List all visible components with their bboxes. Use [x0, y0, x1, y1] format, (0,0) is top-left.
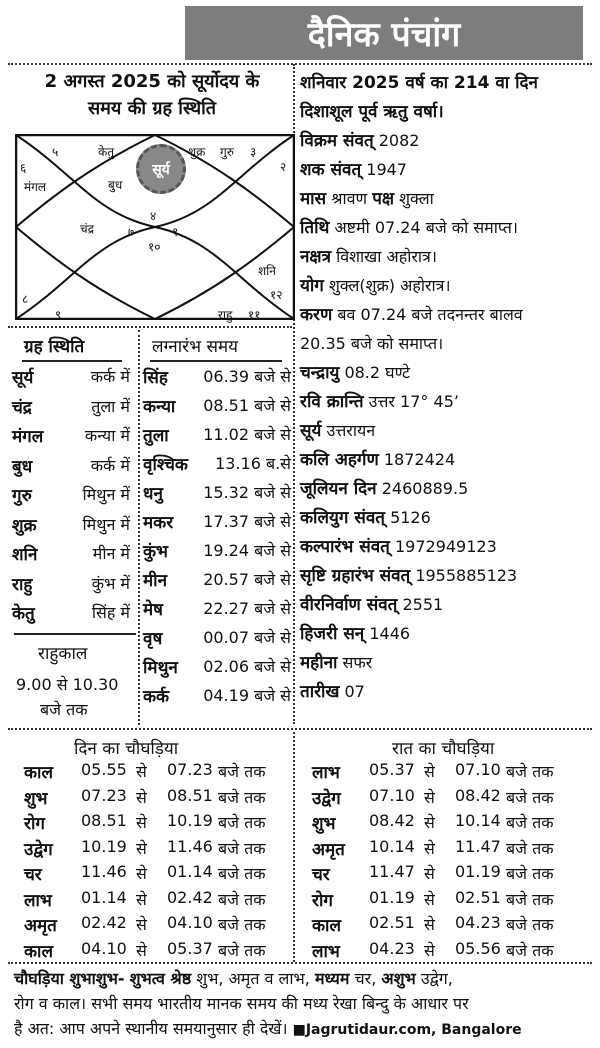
- footer-note: चौघड़िया शुभाशुभ- शुभत्व श्रेष्ठ शुभ, अमृत व लाभ, मध्यम चर, अशुभ उद्वेग, रोग व काल। सभी समय भारतीय मानक समय की मध्य रेखा बिन्दु के आधार पर है अत: आप अपने स्थानीय समयानुसार ही देखें। ■Jagrutidaur.com, Bangalore: [14, 969, 522, 1038]
- raat-start-time: 07.10: [369, 785, 415, 805]
- graha-lagna-divider: [138, 330, 140, 725]
- raat-end-time: 10.14: [455, 811, 501, 830]
- julian-row: जूलियन दिन 2460889.5: [300, 479, 469, 499]
- lagna-time: 11.02 बजे से: [203, 425, 291, 444]
- raat-choghadiya-name: लाभ: [312, 763, 340, 783]
- din-choghadiya-name: अमृत: [24, 916, 57, 936]
- lagna-sign: मिथुन: [143, 658, 178, 678]
- graha-rashi: कन्या में: [84, 426, 130, 445]
- raat-se: से: [424, 787, 435, 807]
- din-tak: बजे तक: [218, 915, 266, 934]
- din-se: से: [136, 864, 147, 883]
- rahukaal-suffix: बजे तक: [40, 700, 88, 719]
- kundli-house-11: ११: [248, 308, 261, 322]
- din-end-time: 08.51: [167, 785, 213, 805]
- lagna-time: 06.39 बजे से: [203, 367, 291, 386]
- kalparambh-row: कल्पारंभ संवत् 1972949123: [300, 537, 497, 557]
- kundli-moon: चंद्र: [80, 222, 94, 236]
- karan-row-2: 20.35 बजे को समाप्त।: [300, 334, 444, 353]
- raat-end-time: 11.47: [455, 836, 501, 856]
- din-tak: बजे तक: [218, 787, 266, 807]
- din-tak: बजे तक: [218, 940, 266, 960]
- din-se: से: [136, 940, 147, 960]
- srishti-row: सृष्टि ग्रहारंभ संवत् 1955885123: [300, 566, 518, 586]
- kundli-house-10: १०: [148, 240, 161, 254]
- lagna-heading-underline: [150, 360, 282, 362]
- din-start-time: 04.10: [81, 938, 127, 958]
- kundli-subtitle: 2 अगस्त 2025 को सूर्योदय के समय की ग्रह स्थिति: [44, 71, 260, 119]
- din-choghadiya-name: उद्वेग: [24, 839, 53, 860]
- raat-start-time: 02.51: [369, 913, 415, 932]
- nakshatra-row: नक्षत्र विशाखा अहोरात्र।: [300, 247, 437, 267]
- tithi-row: तिथि अष्टमी 07.24 बजे को समाप्त।: [300, 218, 518, 238]
- graha-planet: बुध: [12, 456, 33, 477]
- kundli-mercury: बुध: [108, 178, 123, 192]
- raat-end-time: 07.10: [455, 760, 501, 779]
- kundli-bottom-divider: [8, 326, 292, 328]
- graha-planet: केतु: [12, 604, 35, 624]
- graha-rashi: कर्क में: [90, 455, 130, 475]
- din-start-time: 08.51: [81, 811, 127, 830]
- graha-rashi: तुला में: [91, 396, 130, 416]
- kundli-house-4: ४: [150, 209, 157, 223]
- din-tak: बजे तक: [218, 889, 266, 909]
- raat-end-time: 05.56: [455, 938, 501, 958]
- lagna-time: 00.07 बजे से: [203, 628, 291, 647]
- graha-planet: राहु: [12, 574, 33, 595]
- din-end-time: 11.46: [167, 836, 213, 856]
- din-tak: बजे तक: [218, 838, 266, 858]
- raat-tak: बजे तक: [506, 915, 554, 934]
- veer-row: वीरनिर्वाण संवत् 2551: [300, 595, 444, 615]
- lagna-time: 19.24 बजे से: [203, 541, 291, 560]
- din-choghadiya-name: काल: [24, 763, 53, 783]
- lagna-sign: मेष: [143, 600, 163, 620]
- din-se: से: [136, 813, 147, 832]
- kundli-house-9: ९: [55, 308, 62, 322]
- din-choghadiya-name: काल: [24, 941, 53, 962]
- kali-ahargan-row: कलि अहर्गण 1872424: [300, 450, 456, 470]
- raat-choghadiya-name: रोग: [312, 890, 333, 911]
- kundli-rahu: राहु: [218, 308, 233, 322]
- raat-start-time: 10.14: [369, 836, 415, 856]
- graha-rashi: कर्क में: [90, 367, 130, 386]
- raat-end-time: 02.51: [455, 887, 501, 907]
- graha-planet: चंद्र: [12, 397, 32, 418]
- raat-start-time: 08.42: [369, 811, 415, 830]
- raat-tak: बजे तक: [506, 813, 554, 832]
- kundli-house-12: १२: [270, 288, 283, 302]
- raat-tak: बजे तक: [506, 940, 554, 960]
- graha-planet: गुरु: [12, 486, 32, 506]
- footer-divider: [8, 962, 592, 964]
- din-end-time: 05.37: [167, 938, 213, 958]
- din-start-time: 02.42: [81, 913, 127, 932]
- raat-se: से: [424, 864, 435, 883]
- raat-choghadiya-name: उद्वेग: [312, 788, 341, 809]
- din-start-time: 05.55: [81, 760, 127, 779]
- raat-se: से: [424, 813, 435, 832]
- raat-se: से: [424, 915, 435, 934]
- raat-start-time: 01.19: [369, 887, 415, 907]
- raat-se: से: [424, 889, 435, 909]
- dishashool-row: दिशाशूल पूर्व ऋतु वर्षा।: [300, 102, 444, 122]
- weekday-row: शनिवार 2025 वर्ष का 214 वा दिन: [300, 73, 538, 93]
- lagna-time: 15.32 बजे से: [203, 483, 291, 502]
- graha-rashi: मिथुन में: [82, 514, 130, 534]
- choghadiya-top-divider: [8, 728, 592, 730]
- din-tak: बजे तक: [218, 864, 266, 883]
- lagna-sign: धनु: [143, 484, 163, 504]
- din-start-time: 10.19: [81, 836, 127, 856]
- kundli-venus: शुक्र: [188, 145, 206, 159]
- raat-end-time: 04.23: [455, 913, 501, 932]
- hijri-row: हिजरी सन् 1446: [300, 624, 411, 644]
- lagna-sign: सिंह: [143, 368, 168, 388]
- yoga-row: योग शुक्ल(शुक्र) अहोरात्र।: [300, 276, 451, 296]
- karan-row: करण बव 07.24 बजे तदनन्तर बालव: [300, 305, 523, 325]
- din-se: से: [136, 762, 147, 781]
- din-choghadiya-name: चर: [24, 865, 42, 885]
- graha-planet: शुक्र: [12, 515, 37, 536]
- raat-choghadiya-name: लाभ: [312, 941, 340, 962]
- lagna-sign: वृश्चिक: [143, 455, 188, 475]
- sun-symbol: सूर्य: [136, 144, 186, 194]
- kundli-house-7: ७: [128, 225, 135, 239]
- graha-heading: ग्रह स्थिति: [24, 337, 85, 357]
- graha-rashi: सिंह में: [91, 603, 130, 622]
- kundli-saturn: शनि: [258, 264, 276, 278]
- kundli-house-6: ६: [20, 161, 27, 175]
- kundli-house-3: ३: [250, 145, 257, 159]
- din-start-time: 07.23: [81, 785, 127, 805]
- raat-start-time: 04.23: [369, 938, 415, 958]
- din-choghadiya-name: शुभ: [24, 788, 48, 809]
- raat-tak: बजे तक: [506, 864, 554, 883]
- lagna-sign: मकर: [143, 513, 174, 533]
- rahukaal-divider: [14, 633, 136, 635]
- raat-se: से: [424, 838, 435, 858]
- raat-choghadiya-name: चर: [312, 865, 330, 885]
- page-title: दैनिक पंचांग: [185, 6, 583, 60]
- lagna-time: 02.06 बजे से: [203, 657, 291, 676]
- kundli-house-5: ५: [52, 145, 59, 159]
- lagna-sign: कन्या: [143, 397, 176, 417]
- lagna-sign: कर्क: [143, 687, 170, 707]
- tarikh-row: तारीख 07: [300, 682, 365, 702]
- raat-end-time: 01.19: [455, 862, 501, 881]
- din-choghadiya-name: रोग: [24, 814, 45, 834]
- raat-start-time: 05.37: [369, 760, 415, 779]
- kundli-house-8: ८: [22, 292, 29, 306]
- raat-choghadiya-heading: रात का चौघड़िया: [392, 739, 495, 759]
- choghadiya-center-divider: [293, 732, 295, 962]
- surya-row: सूर्य उत्तरायन: [300, 421, 376, 441]
- graha-planet: सूर्य: [12, 368, 34, 388]
- rahukaal-time: 9.00 से 10.30: [16, 675, 119, 694]
- lagna-time: 20.57 बजे से: [203, 570, 291, 589]
- brand-credit: ■Jagrutidaur.com, Bangalore: [292, 1022, 522, 1038]
- graha-planet: मंगल: [12, 427, 44, 447]
- shaka-row: शक संवत् 1947: [300, 160, 407, 180]
- kundli-house-1: १: [172, 225, 179, 239]
- lagna-time: 17.37 बजे से: [203, 512, 291, 531]
- lagna-heading: लग्नारंभ समय: [152, 337, 238, 357]
- raat-tak: बजे तक: [506, 787, 554, 807]
- chandrayu-row: चन्द्रायु 08.2 घण्टे: [300, 363, 411, 383]
- din-end-time: 01.14: [167, 862, 213, 881]
- lagna-time: 13.16 ब.से: [215, 454, 291, 473]
- din-se: से: [136, 787, 147, 807]
- din-se: से: [136, 838, 147, 858]
- lagna-sign: तुला: [143, 426, 169, 446]
- kundli-house-2: २: [280, 160, 287, 174]
- raat-se: से: [424, 940, 435, 960]
- din-choghadiya-heading: दिन का चौघड़िया: [74, 739, 179, 759]
- graha-rashi: मिथुन में: [82, 485, 130, 504]
- lagna-time: 22.27 बजे से: [203, 599, 291, 618]
- lagna-sign: मीन: [143, 571, 168, 591]
- din-se: से: [136, 889, 147, 909]
- din-tak: बजे तक: [218, 813, 266, 832]
- din-choghadiya-name: लाभ: [24, 890, 52, 911]
- din-end-time: 04.10: [167, 913, 213, 932]
- din-end-time: 07.23: [167, 760, 213, 779]
- din-se: से: [136, 915, 147, 934]
- din-end-time: 10.19: [167, 811, 213, 830]
- lagna-sign: वृष: [143, 629, 163, 649]
- kaliyug-row: कलियुग संवत् 5126: [300, 508, 431, 528]
- din-end-time: 02.42: [167, 887, 213, 907]
- top-divider: [8, 63, 592, 65]
- maas-row: मास श्रावण पक्ष शुक्ला: [300, 189, 434, 209]
- graha-heading-underline: [22, 360, 122, 362]
- raat-se: से: [424, 762, 435, 781]
- raat-tak: बजे तक: [506, 889, 554, 909]
- din-start-time: 11.46: [81, 862, 127, 881]
- rahukaal-heading: राहुकाल: [38, 644, 88, 664]
- raat-choghadiya-name: अमृत: [312, 839, 345, 860]
- raat-choghadiya-name: शुभ: [312, 814, 336, 834]
- graha-rashi: मीन में: [92, 544, 130, 563]
- graha-planet: शनि: [12, 545, 38, 565]
- raat-tak: बजे तक: [506, 762, 554, 781]
- raat-tak: बजे तक: [506, 838, 554, 858]
- kundli-jupiter: गुरु: [220, 145, 234, 159]
- vikram-row: विक्रम संवत् 2082: [300, 131, 420, 151]
- mahina-row: महीना सफर: [300, 653, 373, 673]
- raat-choghadiya-name: काल: [312, 916, 341, 936]
- graha-rashi: कुंभ में: [91, 573, 130, 593]
- din-tak: बजे तक: [218, 762, 266, 781]
- kundli-ketu: केतु: [98, 145, 115, 159]
- kundli-mars: मंगल: [24, 180, 47, 194]
- raat-end-time: 08.42: [455, 785, 501, 805]
- lagna-time: 04.19 बजे से: [203, 686, 291, 705]
- lagna-time: 08.51 बजे से: [203, 396, 291, 415]
- ravi-kranti-row: रवि क्रान्ति उत्तर 17° 45’: [300, 392, 459, 412]
- raat-start-time: 11.47: [369, 862, 415, 881]
- lagna-sign: कुंभ: [143, 542, 169, 562]
- din-start-time: 01.14: [81, 887, 127, 907]
